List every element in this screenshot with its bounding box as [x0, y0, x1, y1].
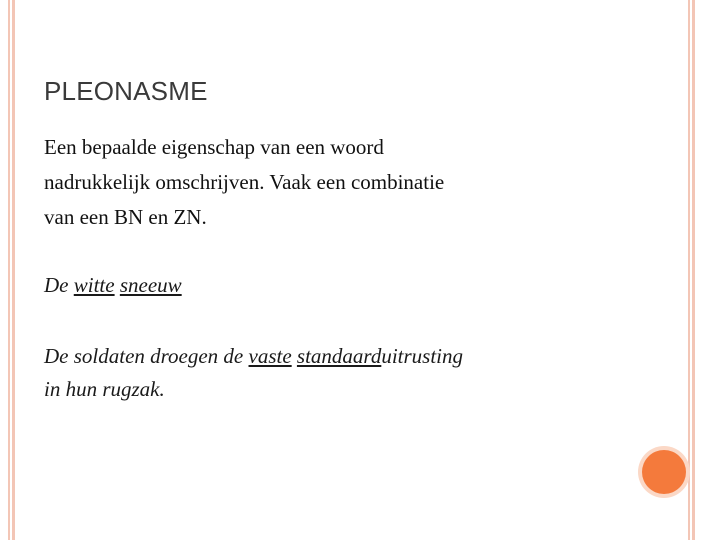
definition-text: [44, 130, 584, 235]
slide-title: PLEONASME: [44, 76, 208, 106]
example-1-underlined-noun: sneeuw: [119, 273, 182, 297]
definition-line-1: Een bepaalde eigenschap van een woord: [44, 135, 384, 159]
example-1: [44, 270, 182, 300]
example-2-underlined-adjective: vaste: [248, 344, 292, 368]
example-2: [44, 340, 604, 406]
definition-line-3: van een BN en ZN.: [44, 205, 207, 229]
decorative-circle: [642, 450, 686, 494]
right-border-accent: [692, 0, 695, 540]
example-2-underlined-noun-part: standaard: [296, 344, 382, 368]
example-2-line-2: in hun rugzak.: [44, 377, 165, 401]
example-2-line-1: [44, 340, 604, 373]
definition-line-2: nadrukkelijk omschrijven. Vaak een combinatie: [44, 170, 445, 194]
example-2-prefix: De soldaten droegen de: [44, 344, 244, 368]
example-1-underlined-adjective: witte: [73, 273, 115, 297]
left-border-accent: [12, 0, 15, 540]
example-1-word: De: [44, 273, 69, 297]
example-2-noun-rest: uitrusting: [381, 344, 464, 368]
